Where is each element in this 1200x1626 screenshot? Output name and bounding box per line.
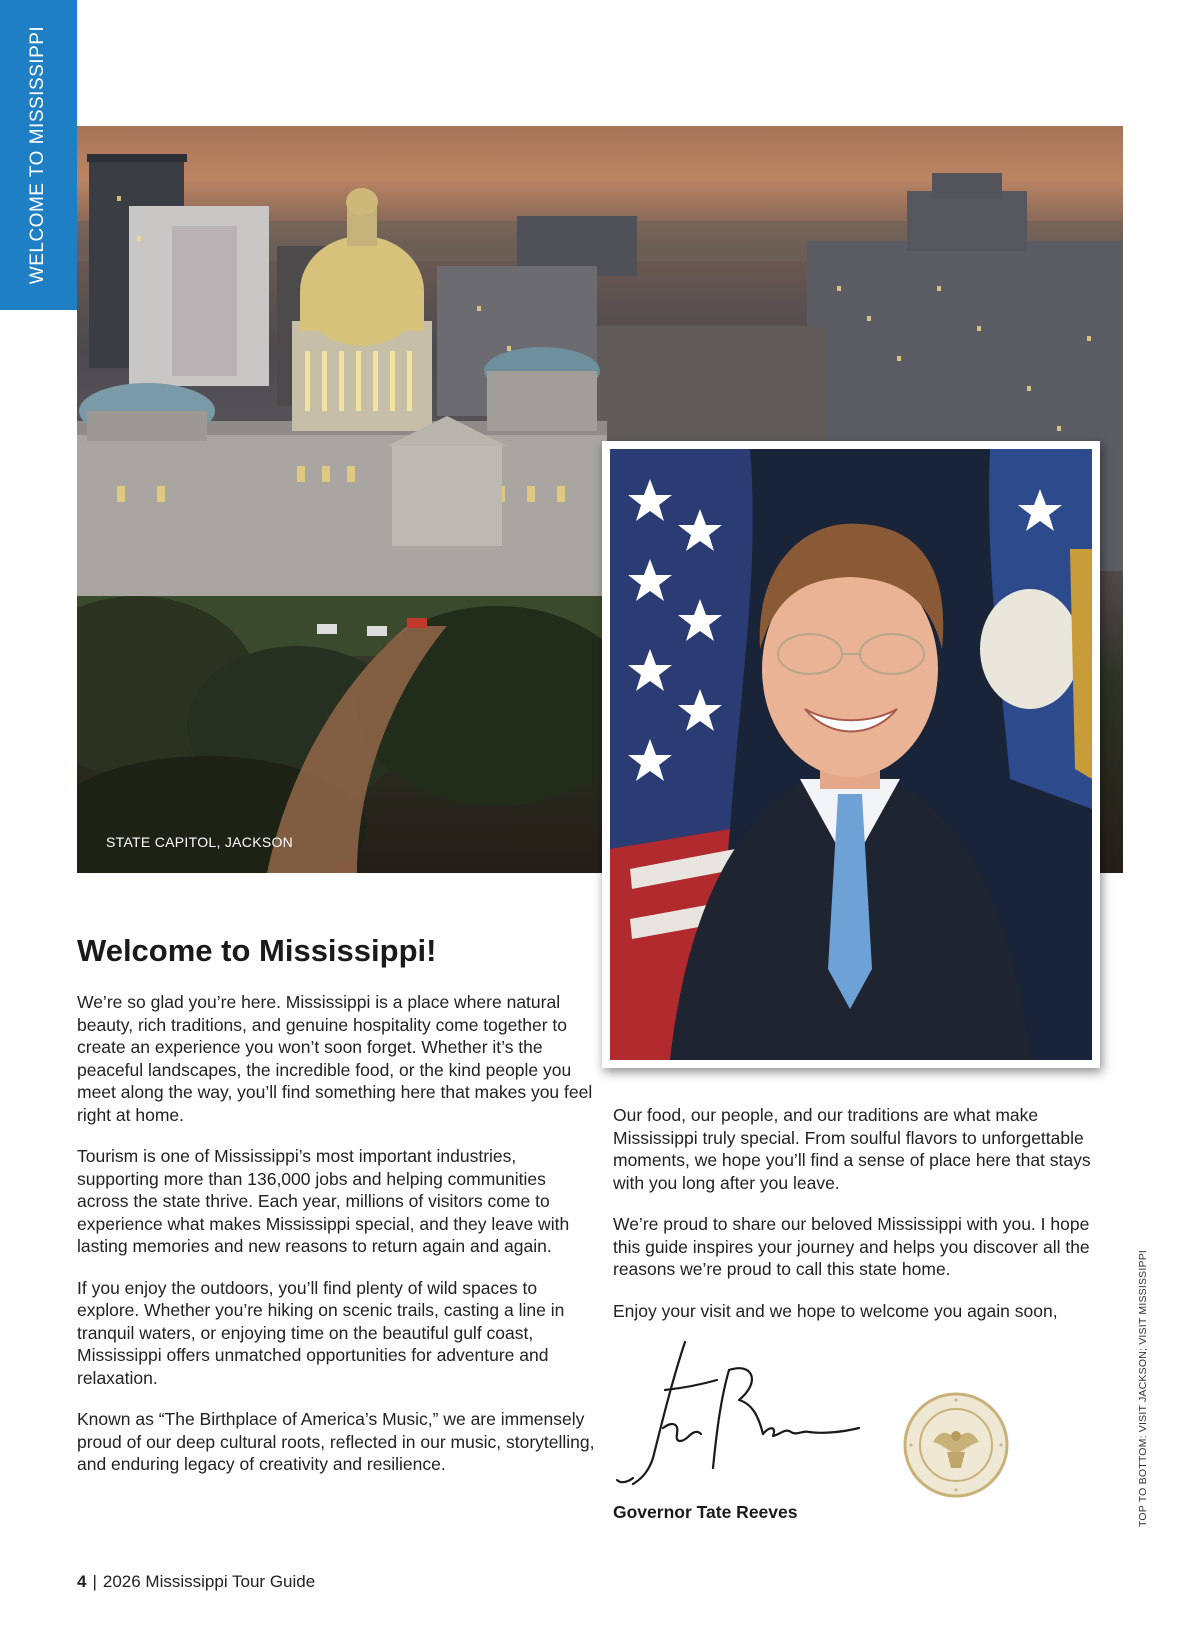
body-column-right: [613, 1104, 1113, 1341]
paragraph: We’re proud to share our beloved Mississippi with you. I hope this guide inspires your journey and helps you discover all the reasons we’re proud to call this state home.: [613, 1214, 1090, 1279]
paragraph: If you enjoy the outdoors, you’ll find plenty of wild spaces to explore. Whether you’re hiking on scenic trails, casting a line in tranquil waters, or enjoying time on the beautiful gulf coast, Mississippi offers unmatched opportunities for adventure and relaxation.: [77, 1277, 565, 1388]
paragraph: Our food, our people, and our traditions are what make Mississippi truly special. From soulful flavors to unforgettable moments, we hope you’ll find a sense of place here that stays with you long after you leave.: [613, 1105, 1091, 1193]
section-tab-label: WELCOME TO MISSISSIPPI: [27, 25, 49, 285]
paragraph: Known as “The Birthplace of America’s Music,” we are immensely proud of our deep cultural roots, reflected in our music, storytelling, and enduring legacy of creativity and resilience.: [77, 1409, 595, 1474]
governor-name: Governor Tate Reeves: [613, 1502, 798, 1522]
governor-portrait: [602, 441, 1100, 1068]
footer-separator: |: [92, 1572, 97, 1591]
page-heading: Welcome to Mississippi!: [77, 933, 437, 968]
paragraph: We’re so glad you’re here. Mississippi is a place where natural beauty, rich traditions, and genuine hospitality come together to create an experience you won’t soon forget. Whether it’s the peaceful landscapes, the incredible food, or the kind people you meet along the way, you’ll find something here that makes you feel right at home.: [77, 992, 593, 1125]
photo-credit: TOP TO BOTTOM: VISIT JACKSON; VISIT MISSISSIPPI: [1137, 1249, 1149, 1527]
page-number: 4: [77, 1572, 87, 1591]
body-column-left: [77, 991, 597, 1495]
section-tab: [0, 0, 77, 310]
paragraph: Tourism is one of Mississippi’s most important industries, supporting more than 136,000 jobs and helping communities across the state thrive. Each year, millions of visitors come to experience what makes Mississippi special, and they leave with lasting memories and new reasons to return again and again.: [77, 1146, 570, 1256]
page-footer: [77, 1572, 315, 1592]
hero-caption: STATE CAPITOL, JACKSON: [106, 834, 294, 850]
publication-title: 2026 Mississippi Tour Guide: [102, 1572, 316, 1591]
governor-signature: [613, 1338, 863, 1486]
state-seal: [903, 1392, 1009, 1498]
paragraph: Enjoy your visit and we hope to welcome you again soon,: [613, 1300, 1058, 1321]
portrait-illustration: [610, 449, 1092, 1060]
